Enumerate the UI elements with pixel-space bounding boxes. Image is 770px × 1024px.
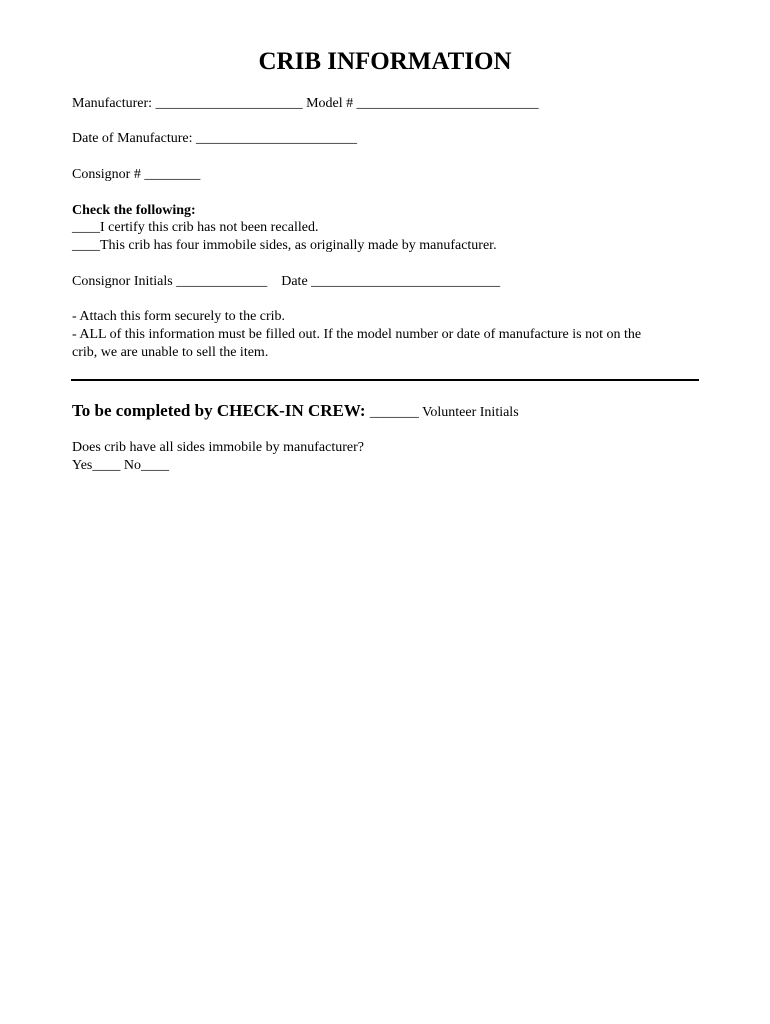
checklist-heading: Check the following: xyxy=(72,203,196,218)
consignor-initials-date-row xyxy=(72,273,500,291)
date-label: Date xyxy=(281,274,312,289)
manufacturer-model-row xyxy=(72,95,539,113)
no-label: No xyxy=(120,458,141,473)
manufacturer-label: Manufacturer: xyxy=(72,96,156,111)
note-attach: - Attach this form securely to the crib. xyxy=(72,309,286,324)
date-of-manufacture-row xyxy=(72,130,357,148)
yes-no-row xyxy=(72,457,169,475)
consignor-initials-label: Consignor Initials xyxy=(72,274,177,289)
consignor-row xyxy=(72,166,200,184)
note-required-continued: crib, we are unable to sell the item. xyxy=(72,345,269,360)
checklist-blank[interactable]: ____ xyxy=(72,238,100,253)
checklist-text: I certify this crib has not been recalled. xyxy=(100,220,319,235)
checkin-crew-heading: To be completed by CHECK-IN CREW: xyxy=(72,401,370,420)
yes-label: Yes xyxy=(72,458,93,473)
form-title: CRIB INFORMATION xyxy=(258,48,512,75)
date-of-manufacture-field[interactable]: _______________________ xyxy=(196,131,357,146)
model-label: Model # xyxy=(302,96,357,111)
checklist-text: This crib has four immobile sides, as originally made by manufacturer. xyxy=(100,238,497,253)
checklist-item-immobile-sides xyxy=(72,237,497,255)
no-field[interactable]: ____ xyxy=(141,458,169,473)
checklist-blank[interactable]: ____ xyxy=(72,220,100,235)
checklist-item-recall xyxy=(72,219,318,237)
checkin-crew-row xyxy=(72,400,519,422)
yes-field[interactable]: ____ xyxy=(92,458,121,473)
consignor-label: Consignor # xyxy=(72,167,145,182)
consignor-field[interactable]: ________ xyxy=(144,167,201,182)
immobile-sides-question: Does crib have all sides immobile by manufacturer? xyxy=(72,440,364,455)
date-of-manufacture-label: Date of Manufacture: xyxy=(72,131,196,146)
volunteer-initials-label: Volunteer Initials xyxy=(418,405,519,420)
manufacturer-field[interactable]: _____________________ xyxy=(155,96,303,111)
consignor-initials-field[interactable]: _____________ xyxy=(176,274,268,289)
note-required: - ALL of this information must be filled out. If the model number or date of manufacture is not on the xyxy=(72,327,642,342)
model-field[interactable]: __________________________ xyxy=(356,96,539,111)
volunteer-initials-field[interactable]: _______ xyxy=(369,405,419,420)
date-field[interactable]: ___________________________ xyxy=(311,274,501,289)
section-divider xyxy=(71,379,699,381)
